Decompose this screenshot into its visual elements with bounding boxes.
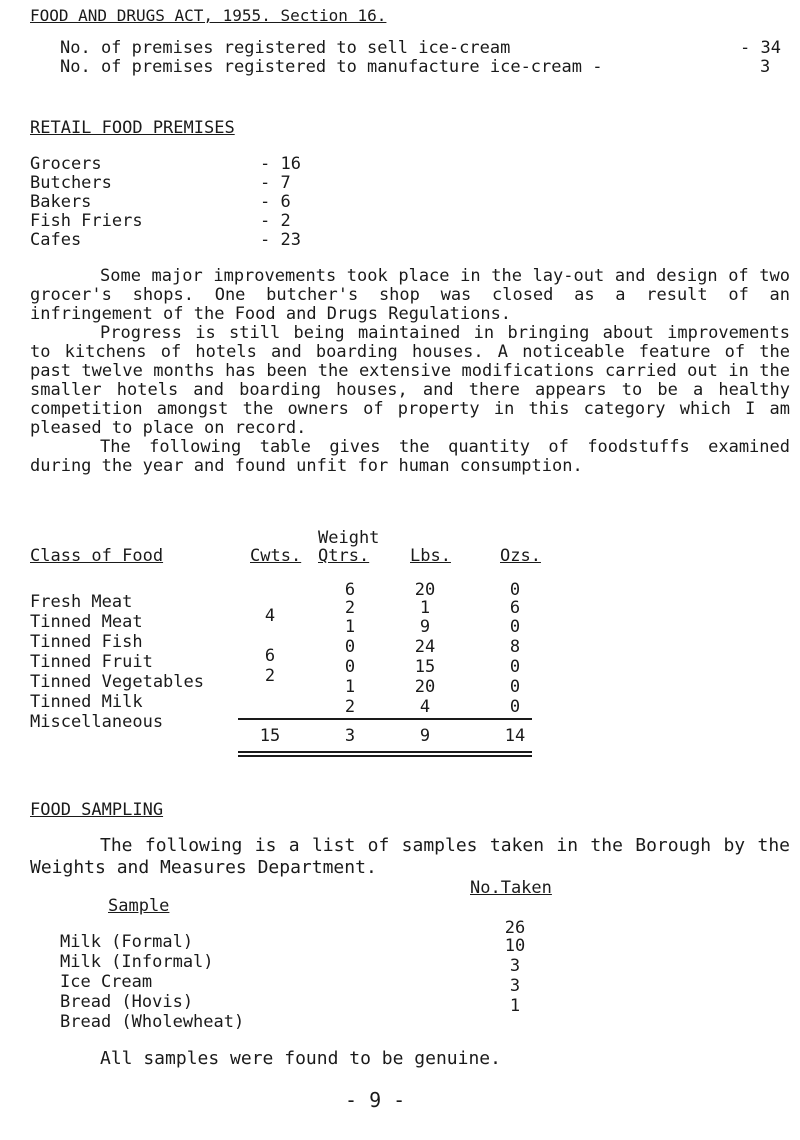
table-double-rule-bottom: [238, 755, 532, 757]
retail-value-bakers: - 6: [260, 192, 291, 212]
retail-label-butchers: Butchers: [30, 173, 112, 193]
food-row-name: Tinned Meat: [30, 612, 143, 632]
food-row-qtrs: 1: [344, 617, 356, 637]
food-total-qtrs: 3: [344, 726, 356, 746]
food-row-ozs: 0: [509, 677, 521, 697]
paragraph-table-intro: The following table gives the quantity of foodstuffs examined during the year and found unfit for human consumption.: [30, 437, 790, 476]
sample-count: 1: [509, 996, 521, 1016]
food-row-lbs: 24: [414, 637, 436, 657]
sampling-intro-block: [30, 835, 790, 879]
retail-value-butchers: - 7: [260, 173, 291, 193]
food-row-lbs: 20: [414, 677, 436, 697]
food-row-name: Tinned Milk: [30, 692, 143, 712]
sample-name: Bread (Wholewheat): [60, 1012, 245, 1032]
food-row-ozs: 0: [509, 697, 521, 717]
food-row-ozs: 0: [509, 617, 521, 637]
food-row-qtrs: 6: [344, 580, 356, 600]
col-lbs: Lbs.: [410, 546, 451, 566]
food-row-cwts: 4: [264, 606, 276, 626]
food-row-cwts: 2: [264, 666, 276, 686]
retail-heading: RETAIL FOOD PREMISES: [30, 118, 235, 138]
retail-label-cafes: Cafes: [30, 230, 82, 250]
food-row-name: Fresh Meat: [30, 592, 133, 612]
sample-count: 3: [509, 956, 521, 976]
food-row-qtrs: 2: [344, 697, 356, 717]
col-class-of-food: Class of Food: [30, 546, 164, 566]
food-row-name: Tinned Fruit: [30, 652, 153, 672]
ice-cream-value-manufacture: 3: [760, 57, 771, 77]
table-double-rule-top: [238, 751, 532, 753]
sample-count: 10: [504, 936, 526, 956]
sample-name: Milk (Informal): [60, 952, 214, 972]
food-row-ozs: 0: [509, 580, 521, 600]
retail-value-fish-friers: - 2: [260, 211, 291, 231]
food-row-ozs: 0: [509, 657, 521, 677]
food-row-lbs: 20: [414, 580, 436, 600]
retail-label-fish-friers: Fish Friers: [30, 211, 143, 231]
food-row-lbs: 15: [414, 657, 436, 677]
paragraph-progress: Progress is still being maintained in bringing about improvements to kitchens of hotels and boarding houses. A noticeable feature of the past twelve months has been the extensive modifications carried out in the smaller hotels and boarding houses, and there appears to be a healthy competition amongst the owners of property in this category which I am pleased to place on record.: [30, 323, 790, 438]
food-row-qtrs: 1: [344, 677, 356, 697]
weight-label: Weight: [318, 528, 380, 548]
sample-count: 3: [509, 976, 521, 996]
col-no-taken: No.Taken: [470, 878, 552, 898]
narrative-text: [30, 267, 790, 476]
food-total-lbs: 9: [419, 726, 431, 746]
food-row-name: Tinned Vegetables: [30, 672, 204, 692]
food-row-lbs: 1: [419, 598, 431, 618]
page-number: - 9 -: [345, 1088, 406, 1112]
food-row-lbs: 9: [419, 617, 431, 637]
table-total-rule: [238, 718, 532, 720]
food-row-name: Miscellaneous: [30, 712, 164, 732]
ice-cream-row-sell: No. of premises registered to sell ice-cream: [60, 38, 511, 58]
sampling-heading: FOOD SAMPLING: [30, 800, 164, 820]
sampling-footer: All samples were found to be genuine.: [100, 1048, 501, 1069]
col-ozs: Ozs.: [500, 546, 541, 566]
sampling-intro: The following is a list of samples taken in the Borough by the Weights and Measures Department.: [30, 835, 790, 878]
food-row-cwts: 6: [264, 646, 276, 666]
food-row-qtrs: 0: [344, 657, 356, 677]
food-row-lbs: 4: [419, 697, 431, 717]
food-row-name: Tinned Fish: [30, 632, 143, 652]
retail-label-grocers: Grocers: [30, 154, 102, 174]
sample-name: Milk (Formal): [60, 932, 194, 952]
retail-value-cafes: - 23: [260, 230, 301, 250]
ice-cream-value-sell: - 34: [740, 38, 781, 58]
page-header: FOOD AND DRUGS ACT, 1955. Section 16.: [30, 6, 387, 25]
food-row-qtrs: 0: [344, 637, 356, 657]
col-cwts: Cwts.: [250, 546, 302, 566]
col-sample: Sample: [108, 896, 170, 916]
sample-count: 26: [504, 918, 526, 938]
retail-label-bakers: Bakers: [30, 192, 92, 212]
sample-name: Ice Cream: [60, 972, 153, 992]
sample-name: Bread (Hovis): [60, 992, 194, 1012]
col-qtrs: Qtrs.: [318, 546, 370, 566]
food-total-cwts: 15: [259, 726, 281, 746]
food-row-ozs: 6: [509, 598, 521, 618]
paragraph-improvements: Some major improvements took place in the lay-out and design of two grocer's shops. One butcher's shop was closed as a result of an infringement of the Food and Drugs Regulations.: [30, 266, 790, 324]
ice-cream-row-manufacture: No. of premises registered to manufacture ice-cream -: [60, 57, 603, 77]
retail-value-grocers: - 16: [260, 154, 301, 174]
food-row-qtrs: 2: [344, 598, 356, 618]
food-row-ozs: 8: [509, 637, 521, 657]
food-total-ozs: 14: [504, 726, 526, 746]
